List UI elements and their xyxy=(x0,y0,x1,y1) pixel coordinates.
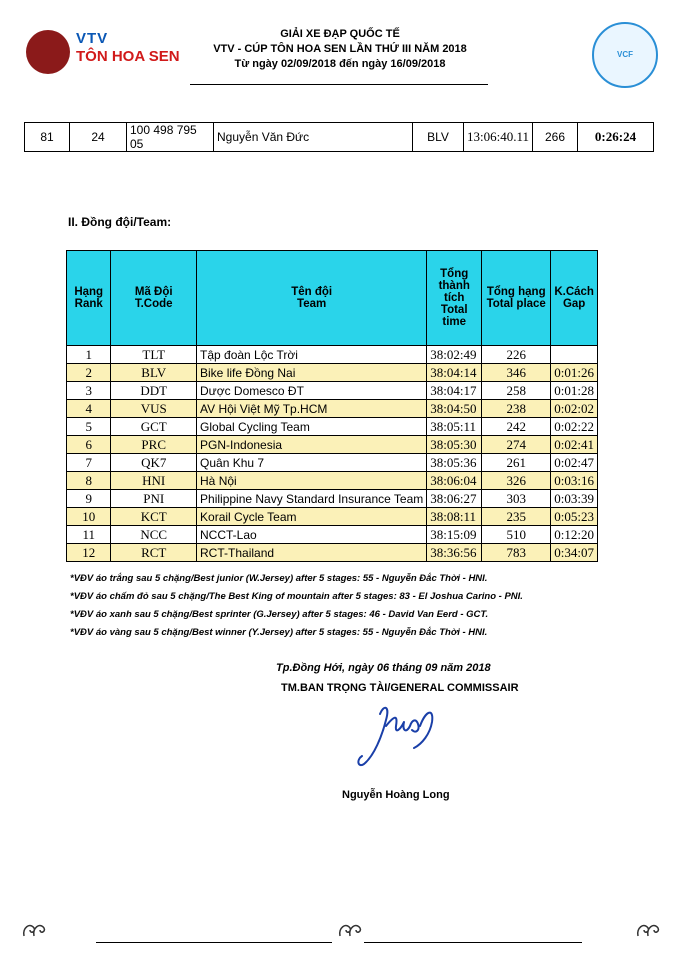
cell-total-time: 38:04:17 xyxy=(427,382,482,400)
table-row xyxy=(67,418,598,436)
cell-team-name: Bike life Đồng Nai xyxy=(197,364,427,382)
cell-gap: 0:05:23 xyxy=(551,508,598,526)
cell-total-place: 242 xyxy=(482,418,551,436)
cell-team-code: QK7 xyxy=(111,454,197,472)
signature xyxy=(350,700,450,772)
cell-team-name: Quân Khu 7 xyxy=(197,454,427,472)
header-rank-en: Rank xyxy=(74,298,103,310)
header-place-en: Total place xyxy=(486,298,546,310)
cell-rank: 8 xyxy=(67,472,111,490)
cell-team-code: TLT xyxy=(111,346,197,364)
table-row xyxy=(67,346,598,364)
cell-rank: 2 xyxy=(67,364,111,382)
cell-rank: 3 xyxy=(67,382,111,400)
event-dates: Từ ngày 02/09/2018 đến ngày 16/09/2018 xyxy=(234,58,446,70)
cell-team-code: VUS xyxy=(111,400,197,418)
cell-total-place: 235 xyxy=(482,508,551,526)
cell-team-code: KCT xyxy=(111,508,197,526)
cell-place: 266 xyxy=(533,123,578,152)
footer-ornament-icon xyxy=(634,918,662,940)
cell-total-place: 258 xyxy=(482,382,551,400)
header-gap xyxy=(551,251,598,346)
header-rank xyxy=(67,251,111,346)
header-team-vi: Tên đội xyxy=(291,286,333,298)
place-date: Tp.Đồng Hới, ngày 06 tháng 09 năm 2018 xyxy=(276,662,491,674)
cell-gap: 0:26:24 xyxy=(578,123,654,152)
cell-team-code: BLV xyxy=(413,123,464,152)
cell-team-name: PGN-Indonesia xyxy=(197,436,427,454)
cell-rank: 81 xyxy=(25,123,70,152)
cell-rank: 10 xyxy=(67,508,111,526)
cell-team-code: RCT xyxy=(111,544,197,562)
table-row xyxy=(67,544,598,562)
header-place-vi: Tổng hạng xyxy=(486,286,546,298)
table-header-row xyxy=(67,251,598,346)
cell-total-place: 346 xyxy=(482,364,551,382)
cell-total-place: 261 xyxy=(482,454,551,472)
footer-divider xyxy=(96,942,332,943)
note-polka-jersey: *VĐV áo chấm đỏ sau 5 chặng/The Best King of mountain after 5 stages: 83 - El Joshua Carino - PNI. xyxy=(70,591,523,602)
cell-total-time: 38:02:49 xyxy=(427,346,482,364)
table-row xyxy=(25,123,654,152)
cell-total-time: 38:06:04 xyxy=(427,472,482,490)
cell-team-name: Tập đoàn Lộc Trời xyxy=(197,346,427,364)
cell-team-name: Philippine Navy Standard Insurance Team xyxy=(197,490,427,508)
table-row xyxy=(67,436,598,454)
cell-total-place: 303 xyxy=(482,490,551,508)
cell-total-time: 38:05:30 xyxy=(427,436,482,454)
cell-rank: 5 xyxy=(67,418,111,436)
cell-team-code: PNI xyxy=(111,490,197,508)
event-title: GIẢI XE ĐẠP QUỐC TẾ xyxy=(280,28,400,40)
cell-total-place: 510 xyxy=(482,526,551,544)
cell-total-time: 38:04:50 xyxy=(427,400,482,418)
footer-divider xyxy=(364,942,582,943)
footer-ornament-icon xyxy=(336,918,364,940)
cell-gap: 0:02:41 xyxy=(551,436,598,454)
note-yellow-jersey: *VĐV áo vàng sau 5 chặng/Best winner (Y.Jersey) after 5 stages: 55 - Nguyễn Đắc Thời - HNI. xyxy=(70,627,488,638)
cell-total-place: 238 xyxy=(482,400,551,418)
note-white-jersey: *VĐV áo trắng sau 5 chặng/Best junior (W.Jersey) after 5 stages: 55 - Nguyễn Đắc Thời - HNI. xyxy=(70,573,488,584)
cell-gap: 0:12:20 xyxy=(551,526,598,544)
cell-rank: 6 xyxy=(67,436,111,454)
brand-ton-hoa-sen: TÔN HOA SEN xyxy=(76,48,180,65)
cell-rank: 1 xyxy=(67,346,111,364)
section-title: II. Đồng đội/Team: xyxy=(68,215,172,229)
header-team-en: Team xyxy=(297,298,327,310)
table-row xyxy=(67,508,598,526)
cyclist-emblem-icon xyxy=(26,30,70,74)
header-rank-vi: Hạng xyxy=(74,286,104,298)
header-time xyxy=(427,251,482,346)
cell-total-time: 38:08:11 xyxy=(427,508,482,526)
cell-total-time: 38:36:56 xyxy=(427,544,482,562)
table-row xyxy=(67,454,598,472)
cell-gap: 0:02:02 xyxy=(551,400,598,418)
cell-team-name: NCCT-Lao xyxy=(197,526,427,544)
cell-total-place: 226 xyxy=(482,346,551,364)
cell-total-time: 38:05:11 xyxy=(427,418,482,436)
cell-gap: 0:02:47 xyxy=(551,454,598,472)
cell-uci-id: 100 498 795 05 xyxy=(127,123,214,152)
cell-rank: 7 xyxy=(67,454,111,472)
cell-team-code: NCC xyxy=(111,526,197,544)
individual-result-row xyxy=(24,122,654,152)
cell-rank: 9 xyxy=(67,490,111,508)
header-time-line2: thành tích xyxy=(438,280,470,304)
cell-total-time: 38:15:09 xyxy=(427,526,482,544)
header-code xyxy=(111,251,197,346)
cell-bib: 24 xyxy=(70,123,127,152)
header-gap-en: Gap xyxy=(562,298,586,310)
cell-team-name: Hà Nội xyxy=(197,472,427,490)
header-gap-vi: K.Cách xyxy=(554,286,594,298)
event-subtitle: VTV - CÚP TÔN HOA SEN LẦN THỨ III NĂM 2018 xyxy=(213,43,467,55)
cell-gap xyxy=(551,346,598,364)
cell-team-name: Korail Cycle Team xyxy=(197,508,427,526)
cell-rank: 12 xyxy=(67,544,111,562)
cell-total-time: 38:06:27 xyxy=(427,490,482,508)
header-time-line1: Tổng xyxy=(440,268,469,280)
vcf-logo-text: VCF xyxy=(617,50,633,59)
cell-gap: 0:03:39 xyxy=(551,490,598,508)
cell-team-code: BLV xyxy=(111,364,197,382)
header-team xyxy=(197,251,427,346)
table-row xyxy=(67,400,598,418)
cell-team-name: AV Hội Việt Mỹ Tp.HCM xyxy=(197,400,427,418)
cell-gap: 0:03:16 xyxy=(551,472,598,490)
cell-team-code: DDT xyxy=(111,382,197,400)
team-standings-table xyxy=(66,250,598,562)
commissaire-title: TM.BAN TRỌNG TÀI/GENERAL COMMISSAIR xyxy=(281,682,519,694)
cell-rank: 4 xyxy=(67,400,111,418)
cell-total-place: 274 xyxy=(482,436,551,454)
cell-team-code: GCT xyxy=(111,418,197,436)
footer-ornament-icon xyxy=(20,918,48,940)
cell-gap: 0:01:26 xyxy=(551,364,598,382)
cell-team-name: RCT-Thailand xyxy=(197,544,427,562)
cell-rider-name: Nguyễn Văn Đức xyxy=(214,123,413,152)
cell-team-name: Global Cycling Team xyxy=(197,418,427,436)
cell-total-time: 38:05:36 xyxy=(427,454,482,472)
header-time-line3: Total time xyxy=(440,304,468,328)
cell-team-code: PRC xyxy=(111,436,197,454)
cell-team-code: HNI xyxy=(111,472,197,490)
table-row xyxy=(67,382,598,400)
header-divider xyxy=(190,84,488,85)
cell-team-name: Dược Domesco ĐT xyxy=(197,382,427,400)
header-code-vi: Mã Đội xyxy=(134,286,173,298)
table-row xyxy=(67,364,598,382)
cell-total-place: 326 xyxy=(482,472,551,490)
cell-gap: 0:02:22 xyxy=(551,418,598,436)
brand-vtv: VTV xyxy=(76,30,109,47)
header-code-en: T.Code xyxy=(134,298,173,310)
cell-time: 13:06:40.11 xyxy=(464,123,533,152)
cell-gap: 0:01:28 xyxy=(551,382,598,400)
table-row xyxy=(67,526,598,544)
header-place xyxy=(482,251,551,346)
vcf-logo xyxy=(592,22,658,88)
note-green-jersey: *VĐV áo xanh sau 5 chặng/Best sprinter (G.Jersey) after 5 stages: 46 - David Van Eerd - GCT. xyxy=(70,609,489,620)
cell-total-time: 38:04:14 xyxy=(427,364,482,382)
cell-gap: 0:34:07 xyxy=(551,544,598,562)
cell-total-place: 783 xyxy=(482,544,551,562)
cell-rank: 11 xyxy=(67,526,111,544)
table-row xyxy=(67,472,598,490)
table-row xyxy=(67,490,598,508)
signer-name: Nguyễn Hoàng Long xyxy=(342,789,450,801)
